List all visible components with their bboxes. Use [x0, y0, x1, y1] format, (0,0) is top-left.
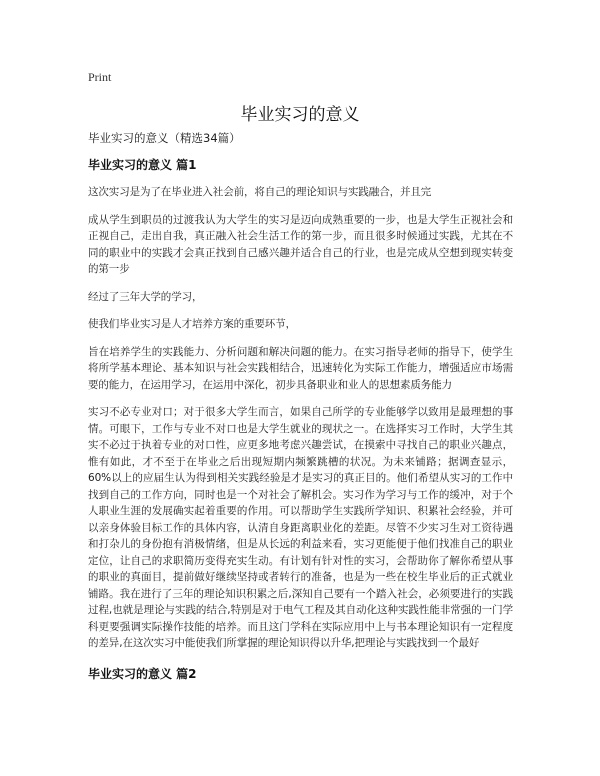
- paragraph: 旨在培养学生的实践能力、分析问题和解决问题的能力。在实习指导老师的指导下，使学生将所学基本理论、基本知识与社会实践相结合，迅速转化为实际工作能力，增强适应市场需要的能力，在运用学习，在运用中深化，初步具备职业和业人的思想素质务能力: [88, 345, 513, 391]
- article-body: [88, 130, 513, 693]
- section-heading: 毕业实习的意义 篇1: [88, 158, 197, 172]
- section-heading: 毕业实习的意义 篇2: [88, 666, 197, 681]
- article-subtitle: 毕业实习的意义（精选34篇）: [88, 131, 241, 145]
- paragraph: 这次实习是为了在毕业进入社会前，将自己的理论知识与实践融合，并且完: [88, 186, 432, 198]
- print-link[interactable]: Print: [88, 70, 112, 84]
- paragraph: 成从学生到职员的过渡我认为大学生的实习是迈向成熟重要的一步，也是大学生正视社会和正视自己，走出自我，真正融入社会生活工作的第一步，而且很多时候通过实践，尤其在不同的职业中的实践才会真正找到自己感兴趣并适合自己的行业，也是完成从空想到现实转变的第一步: [88, 213, 513, 275]
- paragraph: 使我们毕业实习是人才培养方案的重要环节，: [88, 318, 296, 330]
- paragraph: 实习不必专业对口；对于很多大学生而言，如果自己所学的专业能够学以致用是最理想的事情。可眼下，工作与专业不对口也是大学生就业的现状之一。在选择实习工作时，大学生其实不必过于执着专业的对口性，应更多地考虑兴趣尝试，在摸索中寻找自己的职业兴趣点，惟有如此，才不至于在毕业之后出现短期内频繁跳槽的状况。为未来铺路；据调查显示，60%以上的应届生认为得到相关实践经验是才是实习的真正目的。他们希望从实习的工作中找到自己的工作方向，同时也是一个对社会了解机会。实习作为学习与工作的缓冲，对于个人职业生涯的发展确实起着重要的作用。可以帮助学生实践所学知识、积累社会经验，并可以亲身体验目标工作的具体内容，认清自身距离职业化的差距。尽管不少实习生对工资待遇和打杂儿的身份抱有消极情绪，但是从长远的利益来看，实习更能便于他们找准自己的职业定位，让自己的求职简历变得充实生动。有计划有针对性的实习，会帮助你了解你希望从事的职业的真面目，提前做好继续坚持或者转行的准备，也是为一些在校生毕业后的正式就业铺路。我在进行了三年的理论知识积累之后,深知自己要有一个踏入社会，必须要进行的实践过程,也就是理论与实践的结合,特别是对于电气工程及其自动化这种实践性能非常强的一门学科更要强调实际操作技能的培养。而且这门学科在实际应用中上与书本理论知识有一定程度的差异,在这次实习中能使我们所掌握的理论知识得以升华,把理论与实践找到一个最好: [88, 406, 513, 649]
- paragraph: 经过了三年大学的学习，: [88, 290, 203, 303]
- page-title: 毕业实习的意义: [240, 105, 360, 125]
